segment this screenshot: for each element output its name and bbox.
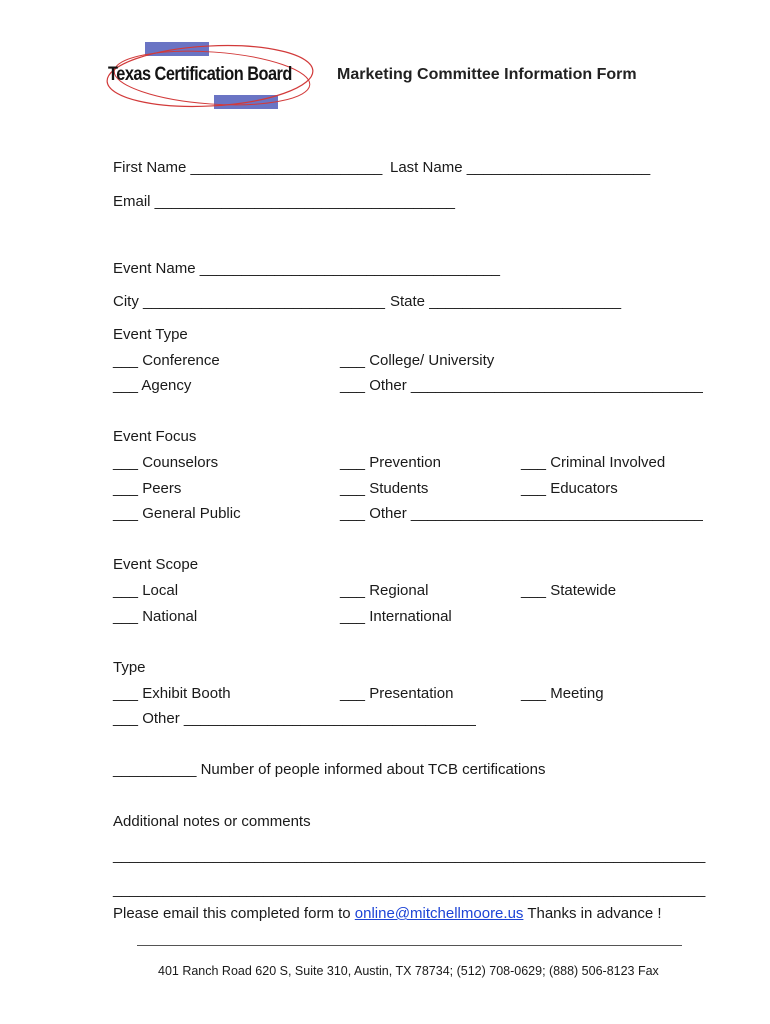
option-regional[interactable]: ___ Regional (340, 582, 429, 599)
last-name-field[interactable]: Last Name ______________________ (390, 159, 651, 176)
submit-instruction-before: Please email this completed form to (113, 905, 355, 922)
notes-line-1[interactable]: _______________________________________________________________________ (113, 847, 706, 864)
option-statewide[interactable]: ___ Statewide (521, 582, 617, 599)
option-prevention[interactable]: ___ Prevention (340, 454, 441, 471)
state-field[interactable]: State _______________________ (390, 293, 622, 310)
submit-instruction-after: Thanks in advance ! (523, 905, 662, 922)
option-agency[interactable]: ___ Agency (113, 377, 192, 394)
option-general-public[interactable]: ___ General Public (113, 505, 241, 522)
option-conference[interactable]: ___ Conference (113, 352, 220, 369)
option-presentation[interactable]: ___ Presentation (340, 685, 454, 702)
city-field[interactable]: City _____________________________ (113, 293, 385, 310)
email-link[interactable]: online@mitchellmoore.us (354, 905, 524, 922)
option-counselors[interactable]: ___ Counselors (113, 454, 219, 471)
option-meeting[interactable]: ___ Meeting (521, 685, 604, 702)
notes-heading: Additional notes or comments (113, 813, 311, 830)
option-college-university[interactable]: ___ College/ University (340, 352, 495, 369)
footer-divider (137, 945, 682, 946)
tcb-logo (100, 40, 325, 114)
event-focus-heading: Event Focus (113, 428, 197, 445)
type-heading: Type (113, 659, 146, 676)
option-exhibit-booth[interactable]: ___ Exhibit Booth (113, 685, 231, 702)
option-international[interactable]: ___ International (340, 608, 452, 625)
option-local[interactable]: ___ Local (113, 582, 179, 599)
event-scope-heading: Event Scope (113, 556, 199, 573)
logo-text: Texas Certification Board (108, 64, 292, 85)
option-students[interactable]: ___ Students (340, 480, 429, 497)
option-event-focus-other[interactable]: ___ Other ___________________________________ (340, 505, 703, 522)
first-name-field[interactable]: First Name _______________________ (113, 159, 383, 176)
email-field[interactable]: Email ____________________________________ (113, 193, 455, 210)
option-peers[interactable]: ___ Peers (113, 480, 182, 497)
people-informed-field[interactable]: __________ Number of people informed about TCB certifications (113, 761, 546, 778)
footer-address: 401 Ranch Road 620 S, Suite 310, Austin, TX 78734; (512) 708-0629; (888) 506-8123 Fax (158, 964, 659, 978)
option-type-other[interactable]: ___ Other ___________________________________ (113, 710, 476, 727)
form-title: Marketing Committee Information Form (337, 66, 637, 83)
notes-line-2[interactable]: _______________________________________________________________________ (113, 881, 706, 898)
option-national[interactable]: ___ National (113, 608, 198, 625)
option-educators[interactable]: ___ Educators (521, 480, 618, 497)
option-criminal-involved[interactable]: ___ Criminal Involved (521, 454, 666, 471)
submit-instruction (113, 905, 662, 923)
event-type-heading: Event Type (113, 326, 188, 343)
option-event-type-other[interactable]: ___ Other ___________________________________ (340, 377, 703, 394)
event-name-field[interactable]: Event Name ____________________________________ (113, 260, 501, 277)
